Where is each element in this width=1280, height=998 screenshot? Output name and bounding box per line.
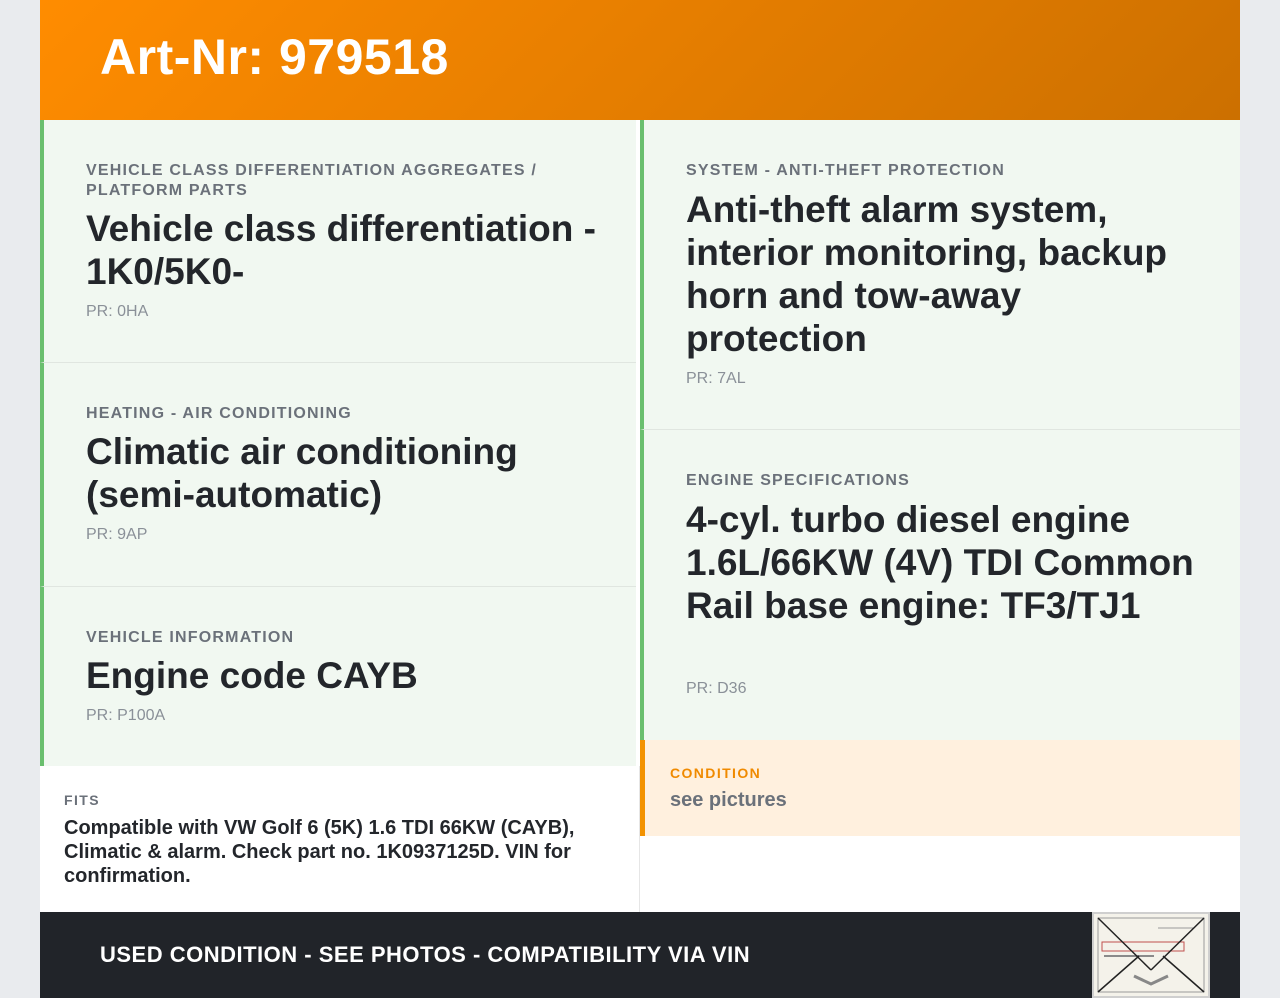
condition-text: see pictures: [670, 789, 787, 811]
spec-value: Climatic air conditioning (semi-automatic): [86, 431, 518, 515]
fits-label: FITS: [64, 792, 100, 808]
spec-card-anti-theft: [640, 120, 1240, 430]
spec-category: ENGINE SPECIFICATIONS: [686, 472, 911, 489]
spec-pr-code: PR: 7AL: [686, 370, 746, 387]
spec-category: SYSTEM - ANTI-THEFT PROTECTION: [686, 162, 1005, 179]
footer-text: USED CONDITION - SEE PHOTOS - COMPATIBILITY VIA VIN: [100, 942, 751, 967]
spec-pr-code: PR: 9AP: [86, 526, 148, 543]
fits-section: [40, 766, 640, 912]
condition-label: CONDITION: [670, 765, 762, 781]
document-photo-icon: [1094, 914, 1208, 996]
fits-text: Compatible with VW Golf 6 (5K) 1.6 TDI 66KW (CAYB), Climatic & alarm. Check part no. 1K0937125D. VIN for confirmation.: [64, 817, 575, 887]
spec-category: VEHICLE INFORMATION: [86, 629, 295, 646]
footer-bar: [40, 912, 1240, 998]
spec-value: Vehicle class differentiation - 1K0/5K0-: [86, 208, 596, 292]
product-sheet: [40, 0, 1240, 998]
spec-pr-code: PR: 0HA: [86, 303, 149, 320]
spec-card-engine-specifications: [640, 430, 1240, 740]
spec-value: 4-cyl. turbo diesel engine 1.6L/66KW (4V) TDI Common Rail base engine: TF3/TJ1: [686, 499, 1194, 626]
spec-value: Engine code CAYB: [86, 655, 418, 696]
spec-category: HEATING - AIR CONDITIONING: [86, 405, 352, 422]
spec-value: Anti-theft alarm system, interior monitoring, backup horn and tow-away protection: [686, 189, 1168, 359]
article-number-title: Art-Nr: 979518: [100, 29, 449, 85]
condition-section: [640, 740, 1240, 836]
spec-pr-code: PR: P100A: [86, 707, 166, 724]
spec-card-air-conditioning: [40, 363, 636, 587]
product-photo-thumbnail[interactable]: [1092, 912, 1210, 998]
spec-pr-code: PR: D36: [686, 680, 747, 697]
spec-card-vehicle-class: [40, 120, 636, 363]
header-bar: [40, 0, 1240, 120]
spec-card-engine-code: [40, 587, 636, 766]
spec-category: VEHICLE CLASS DIFFERENTIATION AGGREGATES / PLATFORM PARTS: [86, 162, 538, 199]
